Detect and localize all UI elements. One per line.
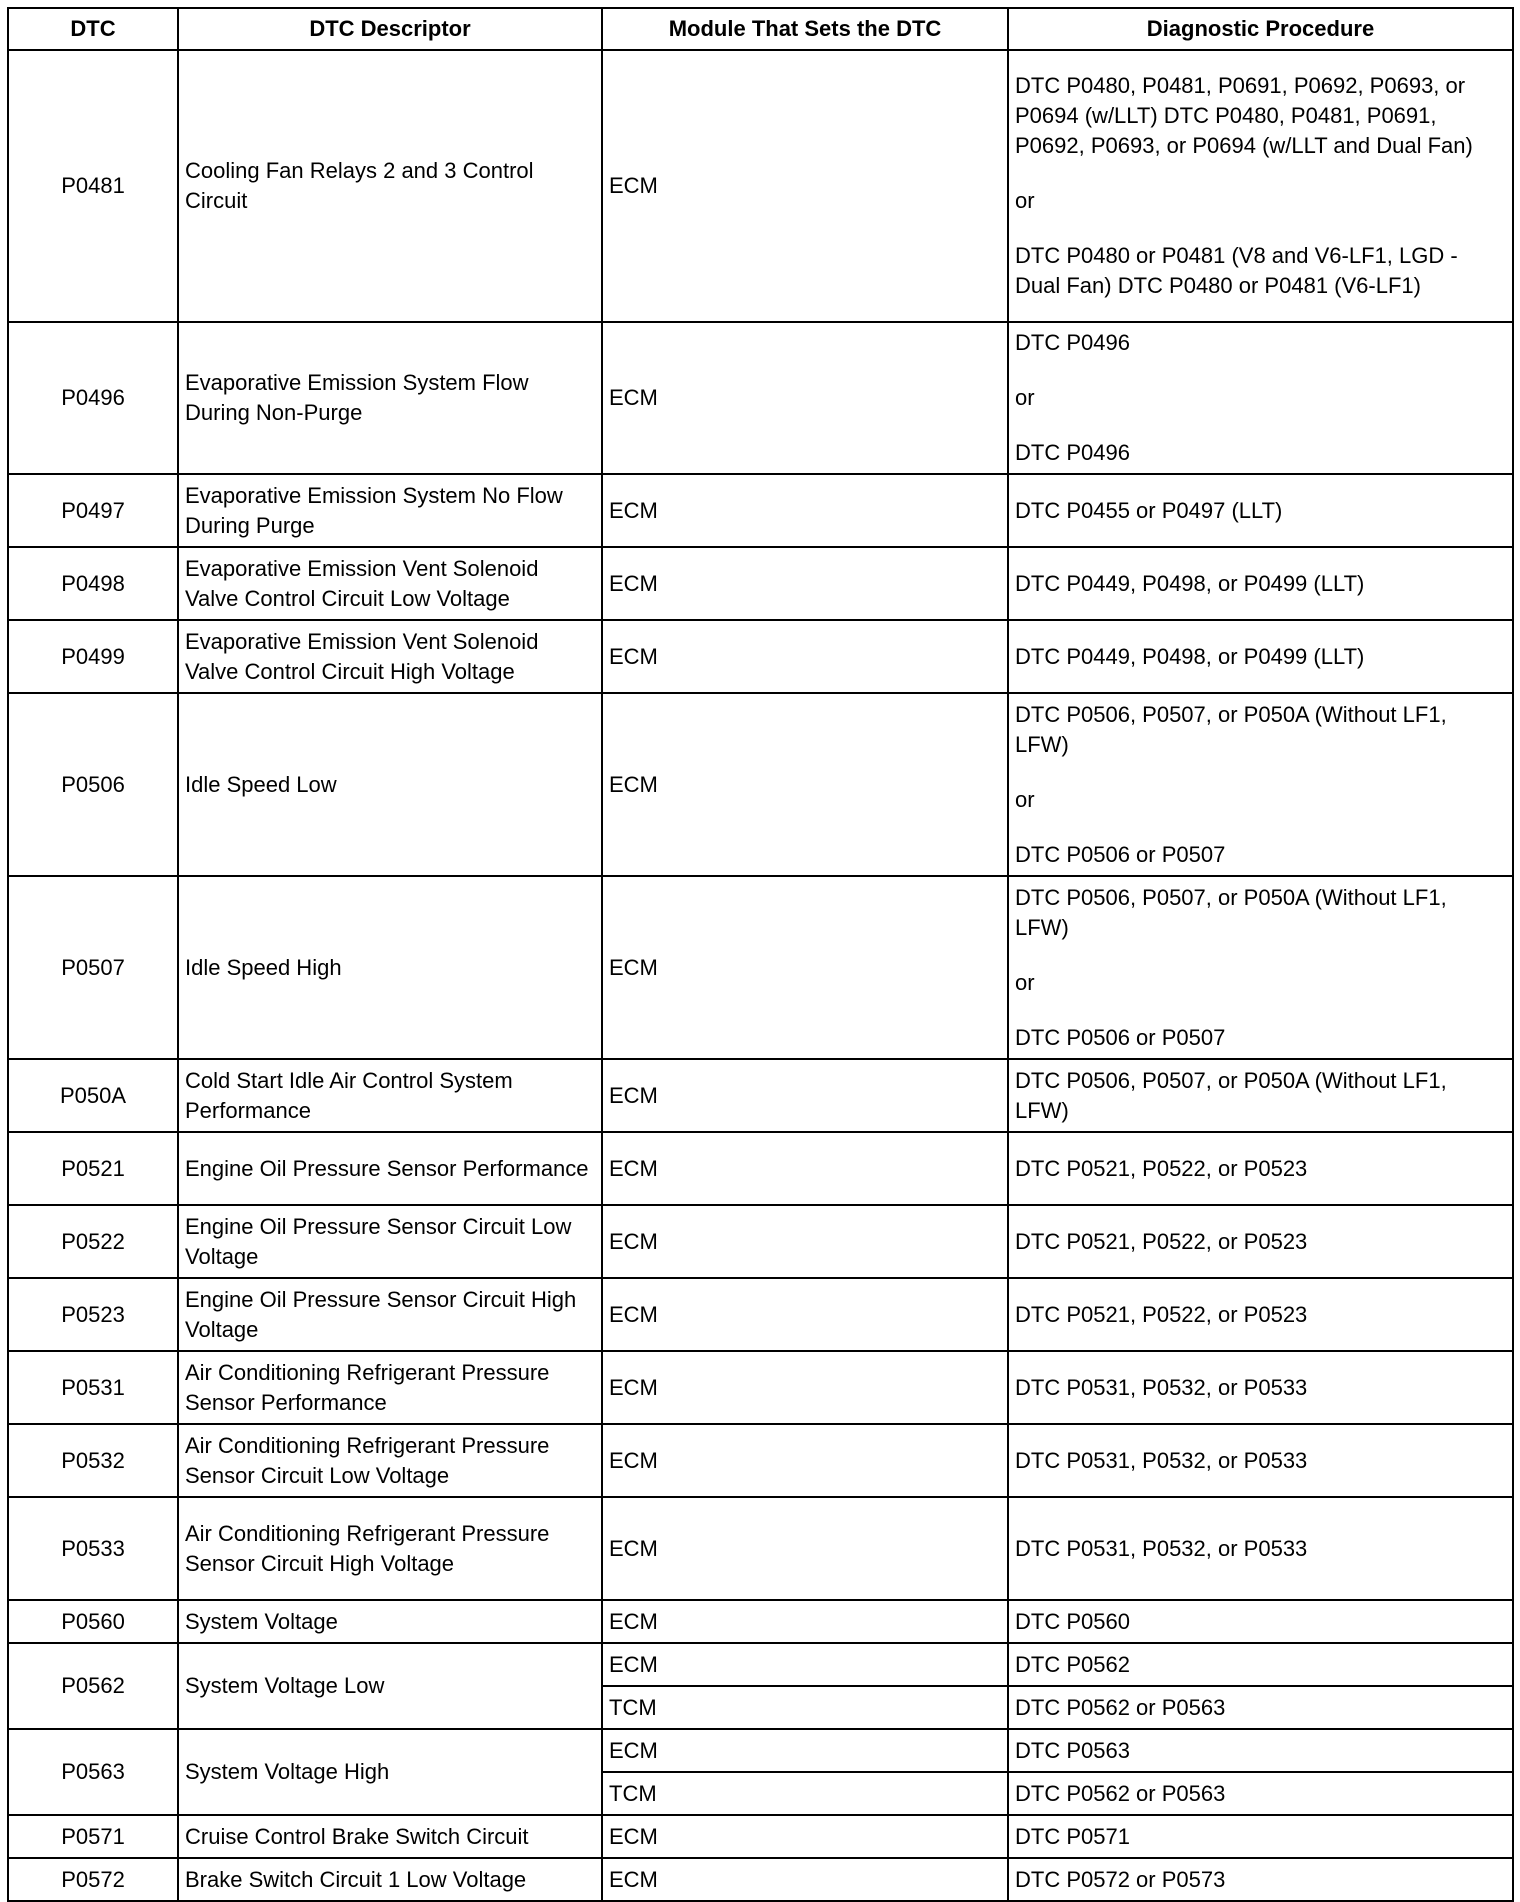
procedure-text: DTC P0521, P0522, or P0523 (1015, 1301, 1308, 1327)
dtc-code: P0563 (8, 1729, 178, 1815)
procedure-text: DTC P0531, P0532, or P0533 (1015, 1447, 1308, 1473)
diagnostic-procedure (1008, 1424, 1513, 1497)
table-row (8, 620, 1513, 693)
dtc-descriptor: Evaporative Emission System No Flow During Purge (178, 474, 602, 547)
procedure-text: or (1015, 786, 1035, 812)
diagnostic-procedure (1008, 1351, 1513, 1424)
dtc-descriptor: Engine Oil Pressure Sensor Performance (178, 1132, 602, 1205)
dtc-descriptor: Cold Start Idle Air Control System Performance (178, 1059, 602, 1132)
module-name: ECM (602, 1497, 1008, 1600)
dtc-code: P0533 (8, 1497, 178, 1600)
diagnostic-procedure (1008, 1132, 1513, 1205)
module-name: ECM (602, 474, 1008, 547)
diagnostic-procedure (1008, 876, 1513, 1059)
dtc-code: P0521 (8, 1132, 178, 1205)
module-name: ECM (602, 1729, 1008, 1772)
table-row (8, 50, 1513, 322)
procedure-text: DTC P0562 (1015, 1651, 1130, 1677)
dtc-descriptor: Cooling Fan Relays 2 and 3 Control Circuit (178, 50, 602, 322)
dtc-code: P0498 (8, 547, 178, 620)
table-row (8, 1497, 1513, 1600)
dtc-code: P0562 (8, 1643, 178, 1729)
procedure-text: DTC P0496 (1015, 440, 1130, 465)
procedure-text: DTC P0449, P0498, or P0499 (LLT) (1015, 643, 1365, 669)
dtc-descriptor: Evaporative Emission Vent Solenoid Valve Control Circuit High Voltage (178, 620, 602, 693)
dtc-descriptor: Idle Speed Low (178, 693, 602, 876)
module-name: ECM (602, 1858, 1008, 1901)
module-name: ECM (602, 1351, 1008, 1424)
dtc-code: P0572 (8, 1858, 178, 1901)
procedure-text: DTC P0562 or P0563 (1015, 1780, 1226, 1806)
table-body (8, 50, 1513, 1901)
dtc-code: P050A (8, 1059, 178, 1132)
module-name: ECM (602, 1643, 1008, 1686)
table-row (8, 322, 1513, 474)
dtc-descriptor: Air Conditioning Refrigerant Pressure Sensor Circuit High Voltage (178, 1497, 602, 1600)
procedure-text: DTC P0521, P0522, or P0523 (1015, 1155, 1308, 1181)
procedure-text: DTC P0562 or P0563 (1015, 1694, 1226, 1720)
diagnostic-procedure (1008, 1686, 1513, 1729)
diagnostic-procedure (1008, 50, 1513, 322)
procedure-text: DTC P0572 or P0573 (1015, 1866, 1226, 1892)
table-row (8, 1059, 1513, 1132)
table-row (8, 1351, 1513, 1424)
procedure-text: DTC P0560 (1015, 1608, 1130, 1634)
header-dtc-descriptor: DTC Descriptor (178, 8, 602, 50)
dtc-code: P0497 (8, 474, 178, 547)
diagnostic-procedure (1008, 1278, 1513, 1351)
diagnostic-procedure (1008, 1205, 1513, 1278)
procedure-text: or (1015, 385, 1035, 410)
module-name: ECM (602, 322, 1008, 474)
procedure-text: DTC P0563 (1015, 1737, 1130, 1763)
dtc-descriptor: System Voltage Low (178, 1643, 602, 1729)
header-diagnostic-procedure: Diagnostic Procedure (1008, 8, 1513, 50)
diagnostic-procedure (1008, 1497, 1513, 1600)
dtc-descriptor: Evaporative Emission Vent Solenoid Valve Control Circuit Low Voltage (178, 547, 602, 620)
table-row (8, 876, 1513, 1059)
procedure-text: DTC P0449, P0498, or P0499 (LLT) (1015, 570, 1365, 596)
dtc-descriptor: Engine Oil Pressure Sensor Circuit Low Voltage (178, 1205, 602, 1278)
procedure-text: DTC P0506, P0507, or P050A (Without LF1, LFW) (1015, 1067, 1447, 1123)
procedure-text: DTC P0506, P0507, or P050A (Without LF1, LFW) (1015, 701, 1447, 757)
table-row (8, 1815, 1513, 1858)
dtc-code: P0496 (8, 322, 178, 474)
dtc-code: P0560 (8, 1600, 178, 1643)
dtc-descriptor: System Voltage High (178, 1729, 602, 1815)
module-name: ECM (602, 1132, 1008, 1205)
diagnostic-procedure (1008, 1858, 1513, 1901)
procedure-text: DTC P0455 or P0497 (LLT) (1015, 497, 1283, 523)
table-row (8, 1424, 1513, 1497)
procedure-text: DTC P0480 or P0481 (V8 and V6-LF1, LGD - Dual Fan) DTC P0480 or P0481 (V6-LF1) (1015, 243, 1458, 298)
module-name: ECM (602, 693, 1008, 876)
procedure-text: DTC P0506 or P0507 (1015, 1024, 1226, 1050)
diagnostic-procedure (1008, 474, 1513, 547)
table-row (8, 1600, 1513, 1643)
table-row (8, 1858, 1513, 1901)
procedure-text: DTC P0531, P0532, or P0533 (1015, 1374, 1308, 1400)
module-name: ECM (602, 1278, 1008, 1351)
procedure-text: DTC P0531, P0532, or P0533 (1015, 1535, 1308, 1561)
dtc-code: P0507 (8, 876, 178, 1059)
module-name: ECM (602, 547, 1008, 620)
procedure-text: DTC P0480, P0481, P0691, P0692, P0693, or P0694 (w/LLT) DTC P0480, P0481, P0691, P0692, P0693, or P0694 (w/LLT and Dual Fan) (1015, 73, 1473, 158)
diagnostic-procedure (1008, 1729, 1513, 1772)
dtc-code: P0523 (8, 1278, 178, 1351)
header-module: Module That Sets the DTC (602, 8, 1008, 50)
module-name: ECM (602, 1600, 1008, 1643)
table-row (8, 1132, 1513, 1205)
dtc-descriptor: Engine Oil Pressure Sensor Circuit High Voltage (178, 1278, 602, 1351)
dtc-descriptor: Air Conditioning Refrigerant Pressure Sensor Circuit Low Voltage (178, 1424, 602, 1497)
table-row (8, 1278, 1513, 1351)
dtc-table (7, 7, 1514, 1902)
table-row (8, 547, 1513, 620)
table-row (8, 1729, 1513, 1772)
dtc-descriptor: Cruise Control Brake Switch Circuit (178, 1815, 602, 1858)
dtc-code: P0499 (8, 620, 178, 693)
table-row (8, 693, 1513, 876)
diagnostic-procedure (1008, 1643, 1513, 1686)
dtc-code: P0522 (8, 1205, 178, 1278)
module-name: ECM (602, 50, 1008, 322)
dtc-descriptor: Brake Switch Circuit 1 Low Voltage (178, 1858, 602, 1901)
module-name: ECM (602, 620, 1008, 693)
module-name: TCM (602, 1686, 1008, 1729)
procedure-text: or (1015, 188, 1035, 213)
module-name: ECM (602, 1424, 1008, 1497)
procedure-text: or (1015, 969, 1035, 995)
dtc-descriptor: Air Conditioning Refrigerant Pressure Sensor Performance (178, 1351, 602, 1424)
diagnostic-procedure (1008, 547, 1513, 620)
dtc-code: P0481 (8, 50, 178, 322)
diagnostic-procedure (1008, 322, 1513, 474)
header-row (8, 8, 1513, 50)
module-name: ECM (602, 1205, 1008, 1278)
diagnostic-procedure (1008, 1815, 1513, 1858)
dtc-descriptor: Idle Speed High (178, 876, 602, 1059)
dtc-code: P0571 (8, 1815, 178, 1858)
procedure-text: DTC P0571 (1015, 1823, 1130, 1849)
module-name: ECM (602, 1815, 1008, 1858)
dtc-code: P0531 (8, 1351, 178, 1424)
procedure-text: DTC P0506, P0507, or P050A (Without LF1, LFW) (1015, 884, 1447, 940)
diagnostic-procedure (1008, 1772, 1513, 1815)
module-name: ECM (602, 876, 1008, 1059)
module-name: TCM (602, 1772, 1008, 1815)
table-row (8, 474, 1513, 547)
table-row (8, 1643, 1513, 1686)
dtc-code: P0506 (8, 693, 178, 876)
procedure-text: DTC P0496 (1015, 330, 1130, 355)
module-name: ECM (602, 1059, 1008, 1132)
dtc-code: P0532 (8, 1424, 178, 1497)
dtc-descriptor: System Voltage (178, 1600, 602, 1643)
header-dtc: DTC (8, 8, 178, 50)
diagnostic-procedure (1008, 693, 1513, 876)
diagnostic-procedure (1008, 1059, 1513, 1132)
diagnostic-procedure (1008, 1600, 1513, 1643)
diagnostic-procedure (1008, 620, 1513, 693)
table-row (8, 1205, 1513, 1278)
procedure-text: DTC P0521, P0522, or P0523 (1015, 1228, 1308, 1254)
dtc-descriptor: Evaporative Emission System Flow During Non-Purge (178, 322, 602, 474)
procedure-text: DTC P0506 or P0507 (1015, 841, 1226, 867)
